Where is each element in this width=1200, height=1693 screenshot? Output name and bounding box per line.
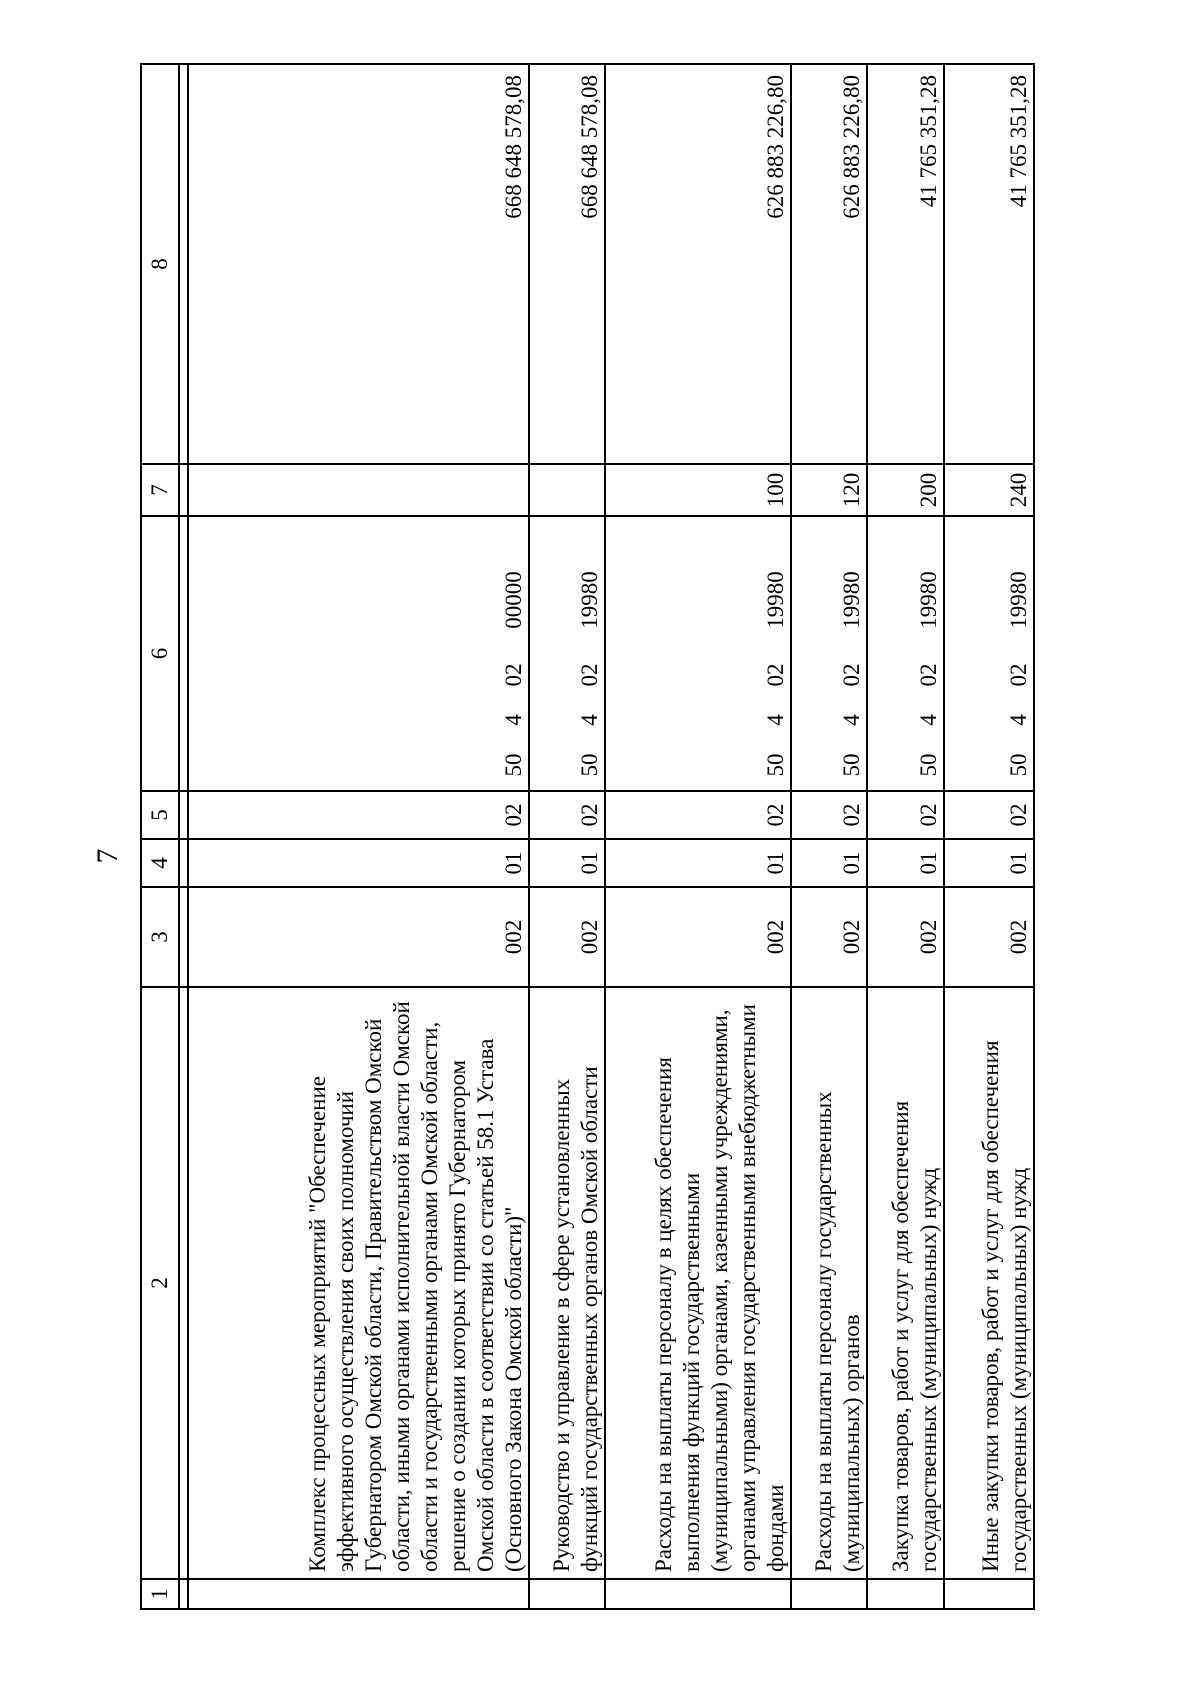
column-number: 8 [141, 64, 179, 464]
section-cell: 01 [529, 839, 605, 887]
amount-cell: 626 883 226,80 [791, 64, 867, 464]
section-cell: 01 [867, 839, 943, 887]
table-row [529, 64, 605, 1609]
section-cell: 01 [605, 839, 791, 887]
amount-cell: 668 648 578,08 [188, 64, 529, 464]
expense-name-cell: Иные закупки товаров, работ и услуг для обеспечения государственных (муниципальных) нужд [944, 987, 1034, 1579]
expense-type-cell: 240 [944, 464, 1034, 516]
subsection-cell: 02 [529, 791, 605, 839]
expense-name-cell: Расходы на выплаты персоналу государственных (муниципальных) органов [791, 987, 867, 1579]
row-number-cell [188, 1579, 529, 1609]
grbs-cell: 002 [188, 887, 529, 987]
target-article-cell: 5040200000 [188, 516, 529, 791]
page-number: 7 [91, 848, 124, 864]
expense-name-cell: Комплекс процессных мероприятий "Обеспечение эффективного осуществления своих полномочий Губернатором Омской области, Правительством Омской области, иными органами исполнительной власти Омской области и государственными органами Омской области, решение о создании которых принято Губернатором Омской области в соответствии со статьей 58.1 Устава (Основного Закона Омской области)" [188, 987, 529, 1579]
budget-table [140, 63, 1035, 1610]
expense-name-cell: Руководство и управление в сфере установленных функций государственных органов Омской области [529, 987, 605, 1579]
subsection-cell: 02 [188, 791, 529, 839]
grbs-cell: 002 [605, 887, 791, 987]
grbs-cell: 002 [867, 887, 943, 987]
target-article-cell: 5040219980 [867, 516, 943, 791]
subsection-cell: 02 [944, 791, 1034, 839]
target-article-cell: 5040219980 [791, 516, 867, 791]
row-number-cell [605, 1579, 791, 1609]
subsection-cell: 02 [867, 791, 943, 839]
target-article-cell: 5040219980 [529, 516, 605, 791]
spacer-row [179, 64, 188, 1609]
row-number-cell [529, 1579, 605, 1609]
target-article-cell: 5040219980 [605, 516, 791, 791]
column-number: 2 [141, 987, 179, 1579]
column-number-row [141, 64, 179, 1609]
table-row [867, 64, 943, 1609]
expense-type-cell [188, 464, 529, 516]
expense-type-cell: 120 [791, 464, 867, 516]
row-number-cell [944, 1579, 1034, 1609]
target-article-cell: 5040219980 [944, 516, 1034, 791]
grbs-cell: 002 [791, 887, 867, 987]
column-number: 6 [141, 516, 179, 791]
expense-name-cell: Расходы на выплаты персоналу в целях обеспечения выполнения функций государственными (муниципальными) органами, казенными учреждениями, органами управления государственными внебюджетными фондами [605, 987, 791, 1579]
grbs-cell: 002 [529, 887, 605, 987]
column-number: 1 [141, 1579, 179, 1609]
table-row [605, 64, 791, 1609]
rotated-table-container [140, 65, 1035, 1610]
amount-cell: 41 765 351,28 [867, 64, 943, 464]
row-number-cell [791, 1579, 867, 1609]
section-cell: 01 [944, 839, 1034, 887]
table-row [188, 64, 529, 1609]
subsection-cell: 02 [605, 791, 791, 839]
amount-cell: 668 648 578,08 [529, 64, 605, 464]
column-number: 5 [141, 791, 179, 839]
expense-name-cell: Закупка товаров, работ и услуг для обеспечения государственных (муниципальных) нужд [867, 987, 943, 1579]
amount-cell: 626 883 226,80 [605, 64, 791, 464]
section-cell: 01 [791, 839, 867, 887]
subsection-cell: 02 [791, 791, 867, 839]
row-number-cell [867, 1579, 943, 1609]
grbs-cell: 002 [944, 887, 1034, 987]
expense-type-cell: 100 [605, 464, 791, 516]
column-number: 3 [141, 887, 179, 987]
column-number: 7 [141, 464, 179, 516]
table-row [944, 64, 1034, 1609]
table-row [791, 64, 867, 1609]
expense-type-cell: 200 [867, 464, 943, 516]
expense-type-cell [529, 464, 605, 516]
section-cell: 01 [188, 839, 529, 887]
amount-cell: 41 765 351,28 [944, 64, 1034, 464]
column-number: 4 [141, 839, 179, 887]
